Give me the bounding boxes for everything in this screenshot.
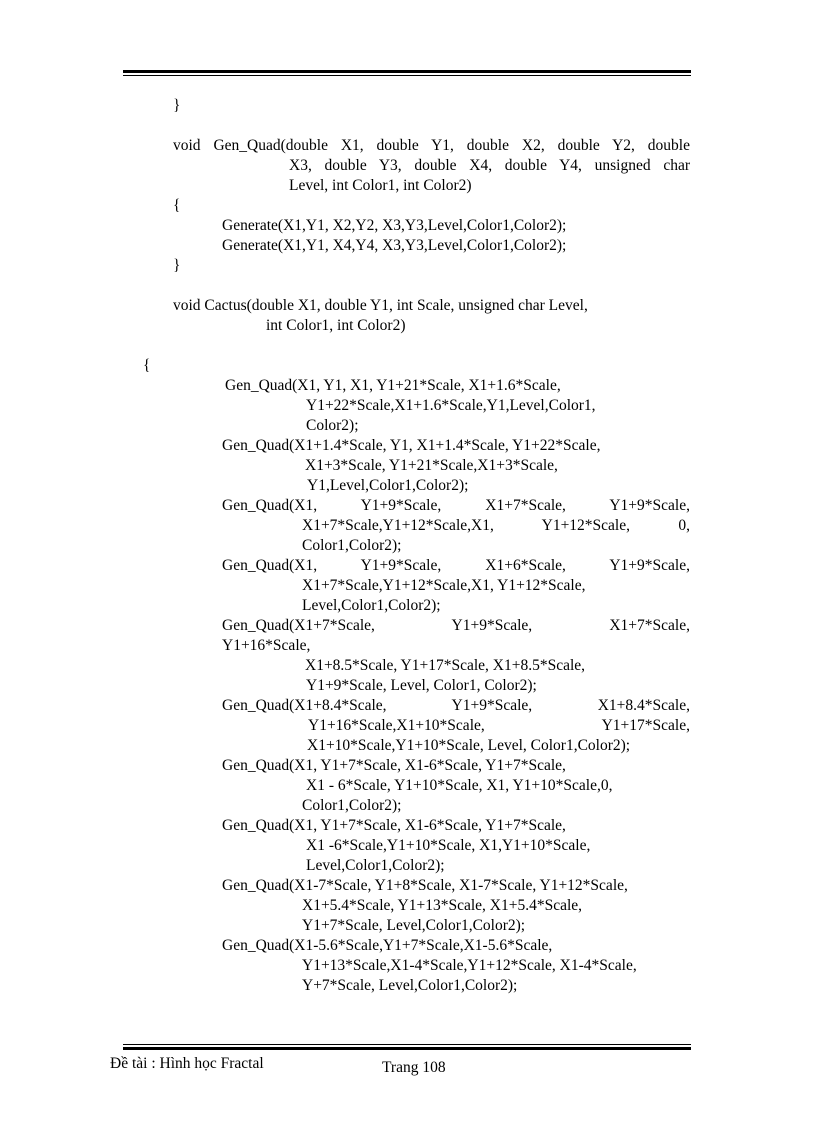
code-line: Y1,Level,Color1,Color2); [307, 477, 469, 494]
code-line: Generate(X1,Y1, X4,Y4, X3,Y3,Level,Color1,Color2); [222, 237, 567, 254]
code-line: X1+7*Scale,Y1+12*Scale,X1, Y1+12*Scale, [302, 577, 586, 594]
code-line: Color1,Color2); [302, 537, 402, 554]
code-line: Gen_Quad(X1, Y1+9*Scale, X1+7*Scale, Y1+9*Scale, [222, 497, 690, 514]
code-line: X1+5.4*Scale, Y1+13*Scale, X1+5.4*Scale, [302, 897, 583, 914]
code-line: Y1+16*Scale, [222, 637, 311, 654]
footer-topic: Đề tài : Hình học Fractal [110, 1055, 264, 1072]
code-line: Gen_Quad(X1, Y1+7*Scale, X1-6*Scale, Y1+7*Scale, [222, 757, 566, 774]
code-line: X1+3*Scale, Y1+21*Scale,X1+3*Scale, [305, 457, 558, 474]
code-line: { [173, 197, 181, 214]
code-line: Gen_Quad(X1, Y1+9*Scale, X1+6*Scale, Y1+9*Scale, [222, 557, 690, 574]
code-line: Gen_Quad(X1+8.4*Scale, Y1+9*Scale, X1+8.4*Scale, [222, 697, 690, 714]
code-line: X1 - 6*Scale, Y1+10*Scale, X1, Y1+10*Scale,0, [306, 777, 613, 794]
code-line: Gen_Quad(X1, Y1, X1, Y1+21*Scale, X1+1.6*Scale, [225, 377, 561, 394]
code-line: X1+8.5*Scale, Y1+17*Scale, X1+8.5*Scale, [305, 657, 586, 674]
code-line: Level, int Color1, int Color2) [289, 177, 472, 194]
code-line: Level,Color1,Color2); [302, 597, 441, 614]
footer-page-number: Trang 108 [382, 1059, 446, 1076]
code-line: } [173, 257, 181, 274]
code-line: Y1+13*Scale,X1-4*Scale,Y1+12*Scale, X1-4*Scale, [302, 957, 637, 974]
code-line: X1+7*Scale,Y1+12*Scale,X1, Y1+12*Scale, 0, [302, 517, 690, 534]
header-rule-thick [123, 70, 691, 73]
code-line: Y1+9*Scale, Level, Color1, Color2); [306, 677, 537, 694]
code-line: Y1+16*Scale,X1+10*Scale, Y1+17*Scale, [308, 717, 690, 734]
code-line: Gen_Quad(X1, Y1+7*Scale, X1-6*Scale, Y1+7*Scale, [222, 817, 566, 834]
code-line: Y+7*Scale, Level,Color1,Color2); [302, 977, 518, 994]
code-line: int Color1, int Color2) [266, 317, 406, 334]
code-line: Y1+7*Scale, Level,Color1,Color2); [302, 917, 526, 934]
code-line: Color1,Color2); [302, 797, 402, 814]
code-line: } [173, 97, 181, 114]
code-line: Gen_Quad(X1-7*Scale, Y1+8*Scale, X1-7*Scale, Y1+12*Scale, [222, 877, 628, 894]
code-line: Color2); [306, 417, 359, 434]
header-rule-thin [123, 75, 691, 76]
code-line: Gen_Quad(X1+7*Scale, Y1+9*Scale, X1+7*Scale, [222, 617, 690, 634]
footer-rule-thin [123, 1044, 691, 1045]
code-line: { [143, 357, 151, 374]
code-line: Level,Color1,Color2); [306, 857, 445, 874]
code-line: X3, double Y3, double X4, double Y4, unsigned char [289, 157, 690, 174]
footer-rule-thick [123, 1047, 691, 1050]
code-line: X1 -6*Scale,Y1+10*Scale, X1,Y1+10*Scale, [306, 837, 591, 854]
code-line: Gen_Quad(X1+1.4*Scale, Y1, X1+1.4*Scale, Y1+22*Scale, [222, 437, 601, 454]
code-line: Generate(X1,Y1, X2,Y2, X3,Y3,Level,Color1,Color2); [222, 217, 567, 234]
code-line: Gen_Quad(X1-5.6*Scale,Y1+7*Scale,X1-5.6*Scale, [222, 937, 553, 954]
code-line: X1+10*Scale,Y1+10*Scale, Level, Color1,Color2); [307, 737, 631, 754]
code-line: void Gen_Quad(double X1, double Y1, double X2, double Y2, double [173, 137, 690, 154]
code-line: void Cactus(double X1, double Y1, int Scale, unsigned char Level, [173, 297, 588, 314]
code-line: Y1+22*Scale,X1+1.6*Scale,Y1,Level,Color1, [306, 397, 596, 414]
